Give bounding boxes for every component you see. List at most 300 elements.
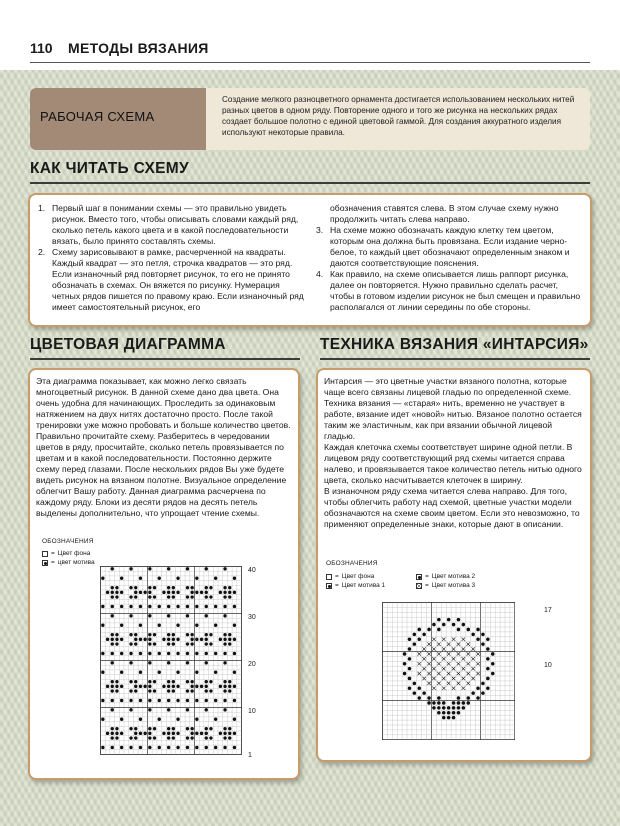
stitch-dot bbox=[408, 667, 412, 671]
color-diagram-card bbox=[28, 368, 300, 780]
stitch-dot bbox=[214, 577, 217, 580]
stitch-dot bbox=[228, 680, 231, 683]
stitch-dot bbox=[139, 652, 142, 655]
stitch-dot bbox=[153, 680, 156, 683]
how-to-read-right-list bbox=[316, 203, 582, 313]
stitch-dot bbox=[167, 708, 170, 711]
legend-item-motif-3: = Цвет мотива 3 bbox=[416, 582, 475, 589]
stitch-dot bbox=[223, 614, 226, 617]
row-label-1: 1 bbox=[248, 752, 252, 759]
stitch-dot bbox=[153, 736, 156, 739]
stitch-dot bbox=[408, 647, 412, 651]
stitch-dot bbox=[158, 699, 161, 702]
legend-item-background: = Цвет фона bbox=[326, 573, 374, 580]
stitch-dot bbox=[457, 701, 461, 705]
stitch-dot bbox=[476, 696, 480, 700]
stitch-dot bbox=[417, 696, 421, 700]
legend-item-background: = Цвет фона bbox=[42, 550, 90, 557]
stitch-dot bbox=[205, 638, 208, 641]
filled-dot-square-icon bbox=[42, 560, 48, 566]
stitch-dot bbox=[471, 691, 475, 695]
stitch-dot bbox=[219, 591, 222, 594]
stitch-dot bbox=[111, 689, 114, 692]
stitch-dot bbox=[172, 680, 175, 683]
stitch-dot bbox=[195, 746, 198, 749]
stitch-dot bbox=[115, 586, 118, 589]
paragraph: Эта диаграмма показывает, как можно легко связать многоцветный рисунок. В данной схеме дано два цвета. Она очень удобна для начинающих. Проследить за одинаковым натяжением на двух нитях достаточно просто. После такой тренировки уже можно пробовать и больше количество цветов. bbox=[36, 376, 291, 430]
stitch-dot bbox=[186, 605, 189, 608]
stitch-dot bbox=[120, 685, 123, 688]
stitch-dot bbox=[223, 661, 226, 664]
stitch-dot bbox=[223, 680, 226, 683]
stitch-dot bbox=[228, 595, 231, 598]
stitch-dot bbox=[233, 746, 236, 749]
stitch-dot bbox=[101, 718, 104, 721]
stitch-dot bbox=[176, 685, 179, 688]
stitch-dot bbox=[233, 699, 236, 702]
stitch-dot bbox=[129, 680, 132, 683]
stitch-dot bbox=[148, 661, 151, 664]
stitch-dot bbox=[153, 689, 156, 692]
how-to-read-underline bbox=[30, 182, 590, 184]
stitch-dot bbox=[447, 711, 451, 715]
legend-item-motif: = цвет мотива bbox=[42, 559, 95, 566]
stitch-dot bbox=[148, 746, 151, 749]
stitch-dot bbox=[148, 680, 151, 683]
stitch-dot bbox=[437, 696, 441, 700]
stitch-dot bbox=[223, 586, 226, 589]
stitch-dot bbox=[442, 623, 446, 627]
stitch-dot bbox=[172, 595, 175, 598]
stitch-dot bbox=[134, 633, 137, 636]
stitch-dot bbox=[205, 746, 208, 749]
legend-title: ОБОЗНАЧЕНИЯ bbox=[42, 538, 94, 545]
stitch-dot bbox=[134, 680, 137, 683]
stitch-dot bbox=[176, 577, 179, 580]
stitch-dot bbox=[209, 595, 212, 598]
stitch-dot bbox=[172, 642, 175, 645]
stitch-dot bbox=[223, 591, 226, 594]
stitch-dot bbox=[200, 685, 203, 688]
stitch-dot bbox=[200, 638, 203, 641]
stitch-dot bbox=[205, 591, 208, 594]
stitch-dot bbox=[167, 591, 170, 594]
stitch-dot bbox=[442, 711, 446, 715]
stitch-dot bbox=[111, 614, 114, 617]
stitch-dot bbox=[219, 732, 222, 735]
stitch-dot bbox=[167, 727, 170, 730]
stitch-dot bbox=[228, 586, 231, 589]
stitch-dot bbox=[228, 591, 231, 594]
stitch-dot bbox=[186, 699, 189, 702]
stitch-dot bbox=[134, 595, 137, 598]
stitch-dot bbox=[158, 671, 161, 674]
stitch-dot bbox=[223, 699, 226, 702]
stitch-dot bbox=[195, 718, 198, 721]
stitch-dot bbox=[481, 642, 485, 646]
stitch-dot bbox=[172, 586, 175, 589]
stitch-dot bbox=[190, 689, 193, 692]
stitch-dot bbox=[111, 652, 114, 655]
stitch-dot bbox=[219, 685, 222, 688]
color-diagram-text bbox=[36, 376, 292, 519]
stitch-dot bbox=[205, 633, 208, 636]
stitch-dot bbox=[111, 732, 114, 735]
stitch-dot bbox=[120, 652, 123, 655]
stitch-dot bbox=[148, 567, 151, 570]
stitch-dot bbox=[223, 633, 226, 636]
intarsia-underline bbox=[320, 358, 590, 360]
row-label-10: 10 bbox=[248, 708, 256, 715]
row-label-20: 20 bbox=[248, 661, 256, 668]
stitch-dot bbox=[186, 736, 189, 739]
stitch-dot bbox=[233, 638, 236, 641]
stitch-dot bbox=[228, 638, 231, 641]
filled-dot-square-icon bbox=[326, 583, 332, 589]
stitch-dot bbox=[111, 661, 114, 664]
stitch-dot bbox=[101, 671, 104, 674]
stitch-dot bbox=[223, 708, 226, 711]
stitch-dot bbox=[101, 746, 104, 749]
stitch-dot bbox=[167, 586, 170, 589]
stitch-dot bbox=[111, 591, 114, 594]
paragraph: Каждая клеточка схемы соответствует ширине одной петли. В лицевом ряду соответствующий ряд схемы читается справа налево, и провязывается такое количество петель нитью одного цвета, сколько насчитывается клеточек в ширину. bbox=[324, 442, 582, 485]
cross-square-icon bbox=[416, 583, 422, 589]
stitch-dot bbox=[437, 618, 441, 622]
stitch-dot bbox=[457, 696, 461, 700]
stitch-dot bbox=[190, 727, 193, 730]
stitch-dot bbox=[205, 605, 208, 608]
stitch-dot bbox=[228, 732, 231, 735]
row-label-10: 10 bbox=[544, 662, 552, 669]
stitch-dot bbox=[129, 661, 132, 664]
stitch-dot bbox=[432, 706, 436, 710]
stitch-dot bbox=[148, 586, 151, 589]
stitch-dot bbox=[176, 746, 179, 749]
stitch-dot bbox=[134, 591, 137, 594]
stitch-dot bbox=[186, 652, 189, 655]
stitch-dot bbox=[139, 699, 142, 702]
stitch-dot bbox=[228, 633, 231, 636]
stitch-dot bbox=[134, 685, 137, 688]
stitch-dot bbox=[167, 746, 170, 749]
stitch-dot bbox=[417, 637, 421, 641]
stitch-dot bbox=[111, 586, 114, 589]
stitch-dot bbox=[452, 716, 456, 720]
stitch-dot bbox=[491, 662, 495, 666]
stitch-dot bbox=[148, 708, 151, 711]
stitch-dot bbox=[186, 633, 189, 636]
stitch-dot bbox=[481, 691, 485, 695]
stitch-dot bbox=[190, 642, 193, 645]
stitch-dot bbox=[486, 647, 490, 651]
stitch-dot bbox=[491, 652, 495, 656]
stitch-dot bbox=[172, 736, 175, 739]
stitch-dot bbox=[176, 638, 179, 641]
row-label-30: 30 bbox=[248, 614, 256, 621]
stitch-dot bbox=[139, 718, 142, 721]
stitch-dot bbox=[148, 638, 151, 641]
stitch-dot bbox=[205, 689, 208, 692]
stitch-dot bbox=[134, 736, 137, 739]
stitch-dot bbox=[427, 701, 431, 705]
stitch-dot bbox=[491, 672, 495, 676]
stitch-dot bbox=[172, 633, 175, 636]
intarsia-heading: ТЕХНИКА ВЯЗАНИЯ «ИНТАРСИЯ» bbox=[320, 336, 589, 353]
list-item bbox=[38, 247, 304, 313]
stitch-dot bbox=[115, 685, 118, 688]
legend-title: ОБОЗНАЧЕНИЯ bbox=[326, 560, 378, 567]
banner bbox=[30, 88, 590, 150]
stitch-dot bbox=[223, 605, 226, 608]
list-text: Как правило, на схеме описывается лишь раппорт рисунка, далее он повторяется. Нужно правильно сделать расчет, чтобы в готовом изделии рисунок не был смещен и правильно располагался от линии середины по обе стороны. bbox=[330, 269, 581, 312]
stitch-dot bbox=[129, 727, 132, 730]
legend-item-motif-1: = Цвет мотива 1 bbox=[326, 582, 385, 589]
stitch-dot bbox=[106, 732, 109, 735]
stitch-dot bbox=[209, 736, 212, 739]
stitch-dot bbox=[195, 577, 198, 580]
stitch-dot bbox=[437, 706, 441, 710]
stitch-dot bbox=[111, 605, 114, 608]
stitch-dot bbox=[205, 732, 208, 735]
stitch-dot bbox=[115, 595, 118, 598]
stitch-dot bbox=[148, 685, 151, 688]
stitch-dot bbox=[442, 716, 446, 720]
stitch-dot bbox=[486, 667, 490, 671]
intarsia-chart bbox=[382, 602, 515, 740]
stitch-dot bbox=[462, 706, 466, 710]
stitch-dot bbox=[101, 624, 104, 627]
stitch-dot bbox=[205, 661, 208, 664]
stitch-dot bbox=[417, 628, 421, 632]
stitch-dot bbox=[214, 718, 217, 721]
empty-square-icon bbox=[326, 574, 332, 580]
stitch-dot bbox=[158, 746, 161, 749]
stitch-dot bbox=[486, 677, 490, 681]
stitch-dot bbox=[209, 680, 212, 683]
stitch-dot bbox=[101, 652, 104, 655]
stitch-dot bbox=[427, 696, 431, 700]
stitch-dot bbox=[129, 652, 132, 655]
stitch-dot bbox=[176, 605, 179, 608]
row-label-17: 17 bbox=[544, 607, 552, 614]
stitch-dot bbox=[111, 736, 114, 739]
stitch-dot bbox=[158, 624, 161, 627]
stitch-dot bbox=[233, 685, 236, 688]
stitch-dot bbox=[139, 746, 142, 749]
stitch-dot bbox=[190, 638, 193, 641]
stitch-dot bbox=[223, 642, 226, 645]
stitch-dot bbox=[148, 652, 151, 655]
stitch-dot bbox=[139, 591, 142, 594]
stitch-dot bbox=[148, 614, 151, 617]
stitch-dot bbox=[481, 633, 485, 637]
stitch-dot bbox=[139, 638, 142, 641]
stitch-dot bbox=[134, 727, 137, 730]
stitch-dot bbox=[167, 652, 170, 655]
intarsia-card bbox=[316, 368, 592, 762]
stitch-dot bbox=[190, 680, 193, 683]
stitch-dot bbox=[486, 686, 490, 690]
stitch-dot bbox=[476, 686, 480, 690]
stitch-dot bbox=[129, 605, 132, 608]
stitch-dot bbox=[209, 633, 212, 636]
stitch-dot bbox=[200, 732, 203, 735]
stitch-dot bbox=[111, 680, 114, 683]
stitch-dot bbox=[129, 699, 132, 702]
stitch-dot bbox=[403, 662, 407, 666]
stitch-dot bbox=[167, 567, 170, 570]
stitch-dot bbox=[120, 732, 123, 735]
how-to-read-left-list bbox=[38, 203, 304, 313]
stitch-dot bbox=[190, 685, 193, 688]
header-rule bbox=[30, 62, 590, 63]
stitch-dot bbox=[219, 638, 222, 641]
stitch-dot bbox=[176, 652, 179, 655]
stitch-dot bbox=[209, 727, 212, 730]
stitch-dot bbox=[101, 699, 104, 702]
stitch-dot bbox=[186, 746, 189, 749]
paragraph: В изнаночном ряду схема читается слева направо. Для того, чтобы облегчить работу над схемой, цветные участки модели обозначаются на схеме своим цветом. Если это невозможно, то применяют определенные знаки, которые дают в описании. bbox=[324, 486, 580, 529]
stitch-dot bbox=[205, 685, 208, 688]
stitch-dot bbox=[176, 624, 179, 627]
stitch-dot bbox=[129, 567, 132, 570]
stitch-dot bbox=[148, 732, 151, 735]
stitch-dot bbox=[120, 624, 123, 627]
stitch-dot bbox=[139, 732, 142, 735]
stitch-dot bbox=[101, 605, 104, 608]
stitch-dot bbox=[457, 618, 461, 622]
how-to-read-card bbox=[28, 193, 592, 327]
stitch-dot bbox=[120, 605, 123, 608]
stitch-dot bbox=[223, 689, 226, 692]
banner-title: РАБОЧАЯ СХЕМА bbox=[40, 109, 155, 124]
list-text: На схеме можно обозначать каждую клетку тем цветом, которым она должна быть провязана. Если издание черно-белое, то каждый цвет обозначают определенным знаком и даются соответствующие пояснения. bbox=[330, 225, 570, 268]
stitch-dot bbox=[223, 746, 226, 749]
stitch-dot bbox=[120, 638, 123, 641]
stitch-dot bbox=[205, 699, 208, 702]
stitch-dot bbox=[172, 732, 175, 735]
intarsia-text bbox=[324, 376, 584, 530]
stitch-dot bbox=[176, 732, 179, 735]
stitch-dot bbox=[476, 628, 480, 632]
stitch-dot bbox=[466, 628, 470, 632]
stitch-dot bbox=[111, 727, 114, 730]
stitch-dot bbox=[153, 586, 156, 589]
stitch-dot bbox=[205, 567, 208, 570]
stitch-dot bbox=[214, 605, 217, 608]
list-number: 3. bbox=[316, 225, 324, 235]
stitch-dot bbox=[139, 577, 142, 580]
stitch-dot bbox=[228, 642, 231, 645]
list-number: 2. bbox=[38, 247, 46, 257]
stitch-dot bbox=[129, 595, 132, 598]
list-item bbox=[316, 225, 582, 269]
stitch-dot bbox=[205, 642, 208, 645]
stitch-dot bbox=[148, 689, 151, 692]
stitch-dot bbox=[476, 637, 480, 641]
stitch-dot bbox=[153, 642, 156, 645]
stitch-dot bbox=[115, 633, 118, 636]
stitch-dot bbox=[115, 736, 118, 739]
stitch-dot bbox=[432, 701, 436, 705]
stitch-dot bbox=[205, 614, 208, 617]
stitch-dot bbox=[442, 706, 446, 710]
stitch-dot bbox=[442, 701, 446, 705]
stitch-dot bbox=[167, 699, 170, 702]
stitch-dot bbox=[223, 595, 226, 598]
stitch-dot bbox=[172, 727, 175, 730]
stitch-dot bbox=[223, 736, 226, 739]
how-to-read-heading: КАК ЧИТАТЬ СХЕМУ bbox=[30, 160, 189, 177]
stitch-dot bbox=[408, 677, 412, 681]
stitch-dot bbox=[233, 605, 236, 608]
stitch-dot bbox=[447, 706, 451, 710]
stitch-dot bbox=[129, 746, 132, 749]
stitch-dot bbox=[205, 708, 208, 711]
stitch-dot bbox=[437, 628, 441, 632]
stitch-dot bbox=[111, 699, 114, 702]
stitch-dot bbox=[233, 732, 236, 735]
stitch-dot bbox=[486, 657, 490, 661]
page-number: 110 bbox=[30, 40, 53, 56]
stitch-dot bbox=[129, 642, 132, 645]
stitch-dot bbox=[457, 711, 461, 715]
stitch-dot bbox=[223, 638, 226, 641]
stitch-dot bbox=[176, 671, 179, 674]
stitch-dot bbox=[408, 657, 412, 661]
stitch-dot bbox=[205, 736, 208, 739]
stitch-dot bbox=[167, 685, 170, 688]
list-number: 4. bbox=[316, 269, 324, 279]
stitch-dot bbox=[148, 591, 151, 594]
stitch-dot bbox=[167, 642, 170, 645]
stitch-dot bbox=[214, 652, 217, 655]
stitch-dot bbox=[176, 718, 179, 721]
stitch-dot bbox=[172, 685, 175, 688]
stitch-dot bbox=[466, 696, 470, 700]
stitch-dot bbox=[106, 685, 109, 688]
stitch-dot bbox=[427, 628, 431, 632]
stitch-dot bbox=[106, 638, 109, 641]
stitch-dot bbox=[233, 718, 236, 721]
list-text: Схему зарисовывают в рамке, расчерченной на квадраты. Каждый квадрат — это петля, строчка квадратов — это ряд. Если изнаночный ряд повторяет рисунок, то его не принято обозначать в схемах. Он вяжется по рисунку. Нумерация четных рядов пишется по правому краю. Если изнаночный ряд имеет самостоятельный рисунок, его bbox=[52, 247, 304, 312]
color-diagram-heading: ЦВЕТОВАЯ ДИАГРАММА bbox=[30, 336, 226, 353]
stitch-dot bbox=[172, 591, 175, 594]
stitch-dot bbox=[195, 591, 198, 594]
stitch-dot bbox=[422, 691, 426, 695]
stitch-dot bbox=[162, 591, 165, 594]
stitch-dot bbox=[408, 637, 412, 641]
stitch-dot bbox=[214, 699, 217, 702]
stitch-dot bbox=[111, 685, 114, 688]
stitch-dot bbox=[452, 706, 456, 710]
legend-item-motif-2: = Цвет мотива 2 bbox=[416, 573, 475, 580]
stitch-dot bbox=[172, 689, 175, 692]
stitch-dot bbox=[408, 686, 412, 690]
stitch-dot bbox=[134, 586, 137, 589]
stitch-dot bbox=[205, 595, 208, 598]
stitch-dot bbox=[148, 595, 151, 598]
stitch-dot bbox=[111, 567, 114, 570]
stitch-dot bbox=[139, 685, 142, 688]
row-label-40: 40 bbox=[248, 567, 256, 574]
stitch-dot bbox=[129, 633, 132, 636]
stitch-dot bbox=[209, 642, 212, 645]
stitch-dot bbox=[190, 736, 193, 739]
stitch-dot bbox=[190, 595, 193, 598]
stitch-dot bbox=[134, 642, 137, 645]
